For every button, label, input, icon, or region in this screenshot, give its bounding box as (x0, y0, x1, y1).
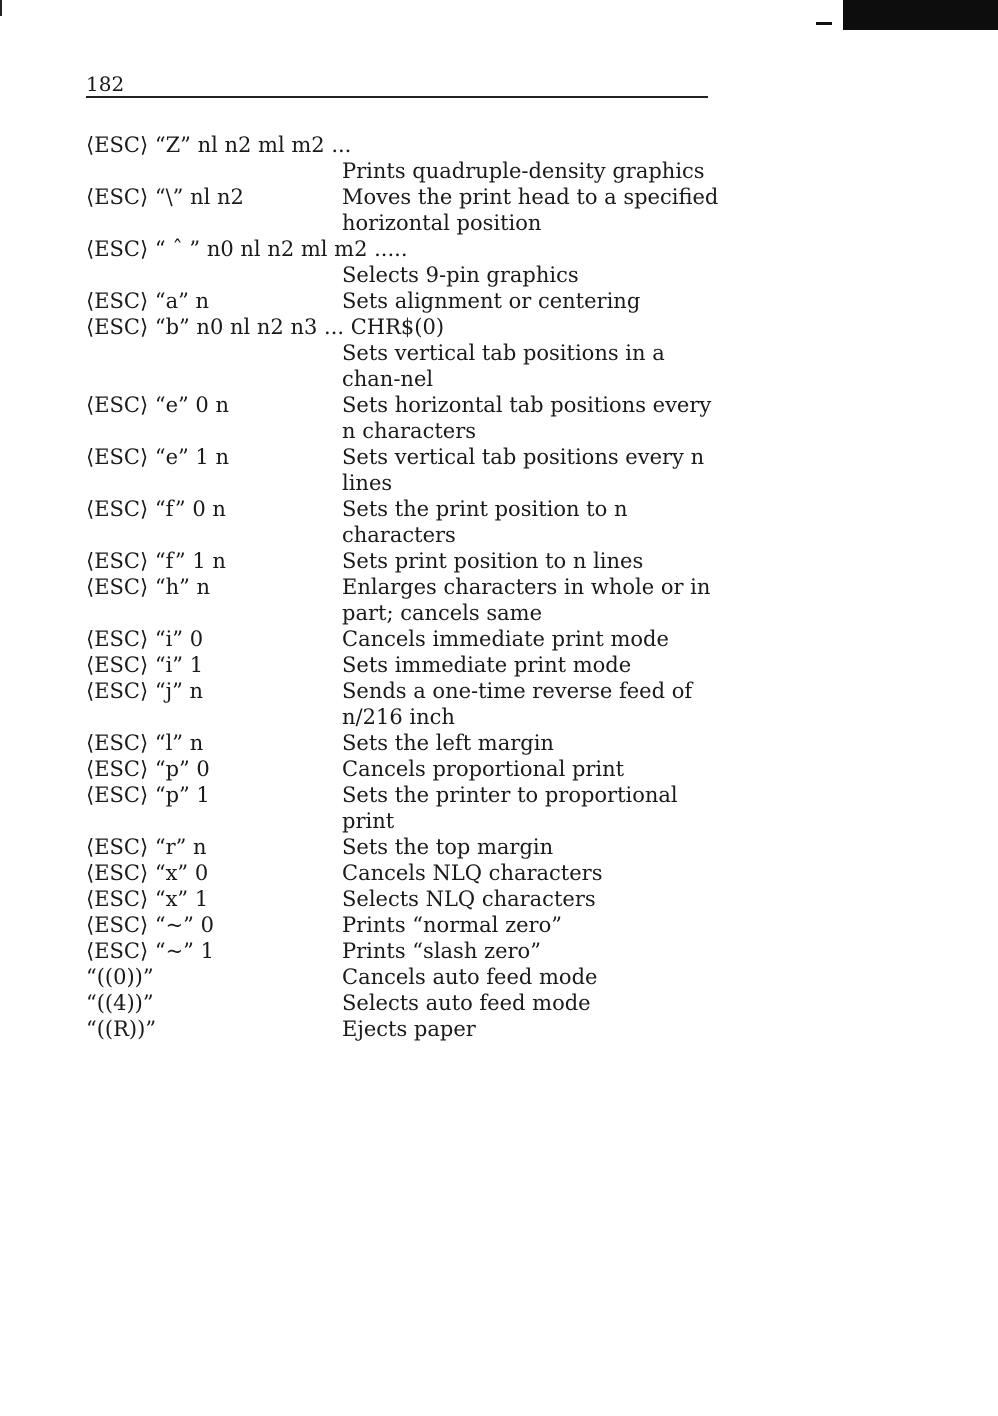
command-entry (86, 912, 726, 938)
command-code: ⟨ESC⟩ “i” 0 (86, 627, 204, 651)
scan-corner-dash (816, 22, 832, 25)
command-description: Selects NLQ characters (342, 887, 596, 911)
command-code: ⟨ESC⟩ “e” 0 n (86, 393, 229, 417)
command-code: ⟨ESC⟩ “f” 1 n (86, 549, 226, 573)
command-code: ⟨ESC⟩ “ ˆ ” n0 nl n2 ml m2 ..... (86, 237, 408, 261)
command-description: Prints “normal zero” (342, 913, 562, 937)
command-code: ⟨ESC⟩ “i” 1 (86, 653, 204, 677)
command-code: ⟨ESC⟩ “x” 1 (86, 887, 209, 911)
command-description: Selects auto feed mode (342, 991, 591, 1015)
command-description: Sends a one-time reverse feed of n/216 inch (342, 679, 693, 729)
command-description: Cancels immediate print mode (342, 627, 669, 651)
command-description: Prints “slash zero” (342, 939, 541, 963)
command-code: “((4))” (86, 991, 154, 1015)
command-description: Selects 9-pin graphics (342, 263, 579, 287)
command-code: ⟨ESC⟩ “p” 1 (86, 783, 210, 807)
command-description: Ejects paper (342, 1017, 476, 1041)
command-description: Cancels NLQ characters (342, 861, 603, 885)
command-description: Prints quadruple-density graphics (342, 159, 705, 183)
command-description: Sets print position to n lines (342, 549, 644, 573)
command-entry (86, 184, 726, 236)
scan-corner-mark (843, 0, 998, 30)
command-code: ⟨ESC⟩ “~” 1 (86, 939, 214, 963)
command-description: Sets vertical tab positions in a chan-nel (342, 341, 665, 391)
command-description: Cancels proportional print (342, 757, 625, 781)
command-entry (86, 860, 726, 886)
command-description: Sets the top margin (342, 835, 554, 859)
command-code: ⟨ESC⟩ “p” 0 (86, 757, 210, 781)
scan-edge-mark (0, 0, 2, 16)
command-entry (86, 782, 726, 834)
command-description: Sets vertical tab positions every n lines (342, 445, 705, 495)
command-entry (86, 132, 726, 184)
command-code: ⟨ESC⟩ “x” 0 (86, 861, 209, 885)
command-description: Sets the printer to proportional print (342, 783, 678, 833)
command-code: ⟨ESC⟩ “a” n (86, 289, 210, 313)
command-entry (86, 548, 726, 574)
header-rule (86, 96, 708, 98)
command-entry (86, 834, 726, 860)
command-entry (86, 444, 726, 496)
command-description: Sets immediate print mode (342, 653, 632, 677)
command-list (86, 132, 726, 1042)
page-number: 182 (86, 72, 125, 96)
command-description: Sets the left margin (342, 731, 554, 755)
command-entry (86, 990, 726, 1016)
command-code: “((R))” (86, 1017, 157, 1041)
command-code: ⟨ESC⟩ “e” 1 n (86, 445, 229, 469)
command-entry (86, 1016, 726, 1042)
command-description: Sets the print position to n characters (342, 497, 628, 547)
command-entry (86, 626, 726, 652)
command-code: ⟨ESC⟩ “Z” nl n2 ml m2 ... (86, 133, 352, 157)
command-entry (86, 678, 726, 730)
command-description: Moves the print head to a specified horizontal position (342, 185, 719, 235)
command-entry (86, 574, 726, 626)
command-code: ⟨ESC⟩ “b” n0 nl n2 n3 ... CHR$(0) (86, 315, 445, 339)
command-description: Enlarges characters in whole or in part; cancels same (342, 575, 711, 625)
command-entry (86, 730, 726, 756)
command-description: Cancels auto feed mode (342, 965, 598, 989)
command-entry (86, 938, 726, 964)
command-description: Sets alignment or centering (342, 289, 641, 313)
command-code: ⟨ESC⟩ “l” n (86, 731, 204, 755)
command-code: ⟨ESC⟩ “h” n (86, 575, 211, 599)
command-entry (86, 288, 726, 314)
command-code: ⟨ESC⟩ “\” nl n2 (86, 185, 244, 209)
command-entry (86, 392, 726, 444)
command-entry (86, 496, 726, 548)
command-entry (86, 236, 726, 288)
command-code: “((0))” (86, 965, 154, 989)
command-entry (86, 886, 726, 912)
command-entry (86, 314, 726, 392)
command-code: ⟨ESC⟩ “~” 0 (86, 913, 214, 937)
command-code: ⟨ESC⟩ “j” n (86, 679, 204, 703)
command-code: ⟨ESC⟩ “r” n (86, 835, 207, 859)
command-description: Sets horizontal tab positions every n characters (342, 393, 712, 443)
command-code: ⟨ESC⟩ “f” 0 n (86, 497, 226, 521)
command-entry (86, 964, 726, 990)
command-entry (86, 756, 726, 782)
command-entry (86, 652, 726, 678)
